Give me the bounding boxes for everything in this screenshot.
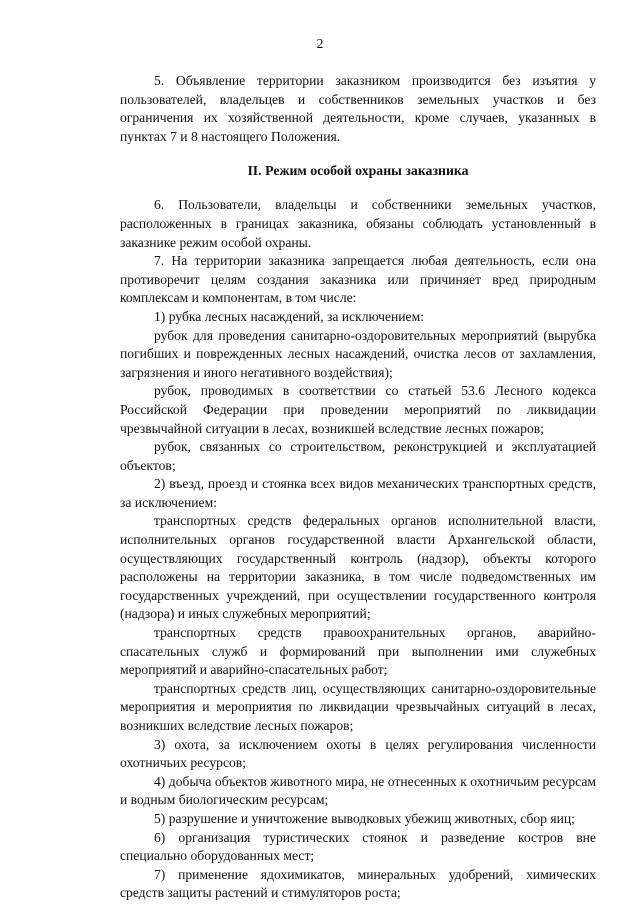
- list-subitem-sanitary-logging: рубок для проведения санитарно-оздоровительных мероприятий (вырубка погибших и поврежденных лесных насаждений, очистка лесов от захламления, загрязнения и иного негативного воздействия);: [120, 327, 596, 380]
- paragraph-item-6: 6. Пользователи, владельцы и собственники земельных участков, расположенных в границах заказника, обязаны соблюдать установленный в заказнике режим особой охраны.: [120, 197, 596, 250]
- list-subitem-emergency-logging: рубок, проводимых в соответствии со статьей 53.6 Лесного кодекса Российской Федерации при проведении мероприятий по ликвидации чрезвычайной ситуации в лесах, возникшей вследствие лесных пожаров;: [120, 383, 596, 436]
- list-item-hunting: 3) охота, за исключением охоты в целях регулирования численности охотничьих ресурсов;: [120, 736, 596, 771]
- paragraph-item-7: 7. На территории заказника запрещается любая деятельность, если она противоречит целям создания заказника или причиняет вред природным комплексам и компонентам, в том числе:: [120, 253, 596, 306]
- page-number: 2: [316, 36, 324, 51]
- list-subitem-construction-logging: рубок, связанных со строительством, реконструкцией и эксплуатацией объектов;: [120, 439, 596, 473]
- list-item-camping: 6) организация туристических стоянок и разведение костров вне специально оборудованных мест;: [120, 829, 596, 864]
- list-subitem-law-enforcement-vehicles: транспортных средств правоохранительных органов, аварийно-спасательных служб и формирований при выполнении ими служебных мероприятий и аварийно-спасательных работ;: [120, 625, 596, 678]
- list-item-wildlife: 4) добыча объектов животного мира, не отнесенных к охотничьим ресурсам и водным биологическим ресурсам;: [120, 773, 596, 808]
- paragraph-item-5: 5. Объявление территории заказником производится без изъятия у пользователей, владельцев и собственников земельных участков и без ограничения их хозяйственной деятельности, кроме случаев, указанных в пунктах 7 и 8 настоящего Положения.: [120, 73, 596, 144]
- list-item-shelters: 5) разрушение и уничтожение выводковых убежищ животных, сбор яиц;: [154, 810, 575, 826]
- section-heading: II. Режим особой охраны заказника: [247, 163, 469, 179]
- list-subitem-government-vehicles: транспортных средств федеральных органов исполнительной власти, исполнительных органов государственной власти Архангельской области, осуществляющих государственный контроль (надзор), объекты которого расположены на территории заказника, в том числе подведомственных им государственных учреждений, при осуществлении государственного контроля (надзора) и иных служебных мероприятий;: [120, 513, 596, 622]
- list-item-chemicals: 7) применение ядохимикатов, минеральных удобрений, химических средств защиты растений и стимуляторов роста;: [120, 866, 596, 901]
- list-item-logging: 1) рубка лесных насаждений, за исключением:: [154, 308, 424, 324]
- list-item-vehicles: 2) въезд, проезд и стоянка всех видов механических транспортных средств, за исключением:: [120, 476, 596, 510]
- list-subitem-sanitary-vehicles: транспортных средств лиц, осуществляющих санитарно-оздоровительные мероприятия и мероприятия по ликвидации чрезвычайных ситуаций в лесах, возникших вследствие лесных пожаров;: [120, 680, 596, 733]
